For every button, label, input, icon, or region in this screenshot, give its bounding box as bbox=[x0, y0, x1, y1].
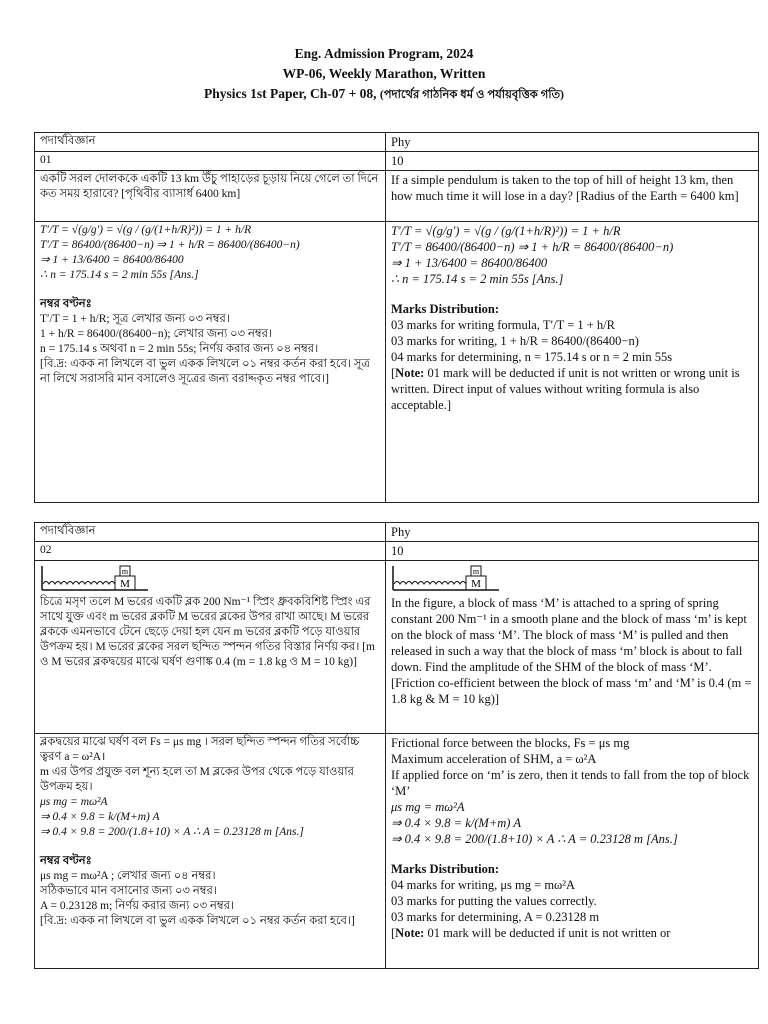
spring-block-figure bbox=[40, 564, 150, 592]
q2-question-en-cell bbox=[386, 561, 759, 734]
block-M-label: M bbox=[120, 578, 130, 590]
q1-sol-eq1: T′/T = √(g/g′) = √(g / (g/(1+h/R)²)) = 1 + h/R bbox=[40, 224, 252, 236]
q1-sol-en-eq4: ∴ n = 175.14 s = 2 min 55s [Ans.] bbox=[391, 272, 564, 286]
q2-marks-title-bn: নম্বর বণ্টনঃ bbox=[40, 855, 92, 867]
q1-question-bn: একটি সরল দোলককে একটি 13 km উঁচু পাহাড়ের চূড়ায় নিয়ে গেলে তা দিনে কত সময় হারাবে? [পৃথিবীর ব্যাসার্ধ 6400 km] bbox=[35, 171, 386, 222]
block-m-label-en: m bbox=[472, 567, 480, 576]
q2-subject-en: Phy bbox=[386, 523, 759, 542]
q2-marks-bn-1: μs mg = mω²A ; লেখার জন্য ০৪ নম্বর। bbox=[40, 870, 216, 882]
q1-marks-en-1: 03 marks for writing formula, T′/T = 1 + h/R bbox=[391, 318, 615, 332]
q2-number: 02 bbox=[35, 542, 386, 561]
block-m-label: m bbox=[121, 567, 129, 576]
q2-figure-en bbox=[391, 564, 753, 592]
q2-question-bn-cell bbox=[35, 561, 386, 734]
q1-marks-title-bn: নম্বর বণ্টনঃ bbox=[40, 298, 92, 310]
q2-sol-bn-eq3: ⇒ 0.4 × 9.8 = 200/(1.8+10) × A ∴ A = 0.23128 m [Ans.] bbox=[40, 826, 304, 838]
q1-sol-eq4: ∴ n = 175.14 s = 2 min 55s [Ans.] bbox=[40, 269, 199, 281]
q1-sol-eq3: ⇒ 1 + 13/6400 = 86400/86400 bbox=[40, 254, 184, 266]
spring-block-figure-en bbox=[391, 564, 501, 592]
q2-note-label: Note: bbox=[395, 926, 425, 940]
q2-sol-en-eq1: μs mg = mω²A bbox=[391, 800, 465, 814]
q1-marks-en-2: 03 marks for writing, 1 + h/R = 86400/(86400−n) bbox=[391, 334, 639, 348]
q1-note-label: Note: bbox=[395, 366, 425, 380]
q1-subject-bn: পদার্থবিজ্ঞান bbox=[35, 133, 386, 152]
q1-marks-bn-3: n = 175.14 s অথবা n = 2 min 55s; নির্ণয় করার জন্য ০৪ নম্বর। bbox=[40, 343, 319, 355]
q1-marks-title-en: Marks Distribution: bbox=[391, 302, 499, 316]
q1-solution-bn bbox=[35, 222, 386, 503]
paper-title-bn: (পদার্থের গাঠনিক ধর্ম ও পর্যায়বৃত্তিক গতি) bbox=[379, 89, 565, 101]
q1-marks-en-3: 04 marks for determining, n = 175.14 s or n = 2 min 55s bbox=[391, 350, 673, 364]
q1-sol-en-eq3: ⇒ 1 + 13/6400 = 86400/86400 bbox=[391, 256, 548, 270]
q1-subject-en: Phy bbox=[386, 133, 759, 152]
q1-marks-bn-2: 1 + h/R = 86400/(86400−n); লেখার জন্য ০৩ নম্বর। bbox=[40, 328, 273, 340]
q2-marks: 10 bbox=[386, 542, 759, 561]
exam-title: WP-06, Weekly Marathon, Written bbox=[282, 66, 486, 81]
q2-sol-bn-eq1: μs mg = mω²A bbox=[40, 796, 108, 808]
q1-number: 01 bbox=[35, 152, 386, 171]
program-title: Eng. Admission Program, 2024 bbox=[294, 46, 474, 61]
q2-question-bn: চিত্রে মসৃণ তলে M ভরের একটি ব্লক 200 Nm⁻¹ স্প্রিং ধ্রুবকবিশিষ্ট স্প্রিং এর সাথে যুক্ত এবং m ভরের ব্লকটি M ভরের ব্লকের উপর রাখা আছে। M ভরের ব্লককে এমনভাবে টেনে ছেড়ে দেয়া হল যেন m ভরের ব্লকটি পড়ে যাওয়ার উপক্রম হয়। M ভরের ব্লকের সরল ছন্দিত স্পন্দন গতির বিস্তার নির্ণয় কর। [m ও M ভরের ব্লকদ্বয়ের মাঝে ঘর্ষণ গুণাঙ্ক 0.4 (m = 1.8 kg ও M = 10 kg)] bbox=[40, 596, 375, 668]
q2-marks-bn-3: A = 0.23128 m; নির্ণয় করার জন্য ০৩ নম্বর। bbox=[40, 900, 235, 912]
question-1-table bbox=[34, 132, 759, 503]
q2-sol-bn-eq2: ⇒ 0.4 × 9.8 = k/(M+m) A bbox=[40, 811, 160, 823]
q1-sol-en-eq1: T′/T = √(g/g′) = √(g / (g/(1+h/R)²)) = 1 + h/R bbox=[391, 224, 621, 238]
q2-sol-en-2: Maximum acceleration of SHM, a = ω²A bbox=[391, 752, 597, 766]
q2-marks-en-1: 04 marks for writing, μs mg = mω²A bbox=[391, 878, 576, 892]
question-2-table bbox=[34, 522, 759, 969]
q2-marks-bn-2: সঠিকভাবে মান বসানোর জন্য ০৩ নম্বর। bbox=[40, 885, 217, 897]
q1-note-text: 01 mark will be deducted if unit is not written or wrong unit is written. Direct input of values without writing formula is also acceptable. bbox=[391, 366, 740, 412]
q2-sol-bn-1: ব্লকদ্বয়ের মাঝে ঘর্ষণ বল Fs = μs mg । সরল ছন্দিত স্পন্দন গতির সর্বোচ্চ ত্বরণ a = ω²A। bbox=[40, 736, 360, 763]
q1-question-en: If a simple pendulum is taken to the top of hill of height 13 km, then how much time it will lose in a day? [Radius of the Earth = 6400 km] bbox=[386, 171, 759, 222]
q2-note-text: 01 mark will be deducted if unit is not written or bbox=[427, 926, 671, 940]
document-header bbox=[0, 44, 768, 105]
q2-note-bn: [বি.দ্র: একক না লিখলে বা ভুল একক লিখলে ০১ নম্বর কর্তন করা হবে।] bbox=[40, 915, 355, 927]
paper-title-en: Physics 1st Paper, Ch-07 + 08, bbox=[203, 86, 377, 101]
q2-sol-en-1: Frictional force between the blocks, Fs = μs mg bbox=[391, 736, 630, 750]
q1-marks: 10 bbox=[386, 152, 759, 171]
q1-solution-en bbox=[386, 222, 759, 503]
q2-question-en: In the figure, a block of mass ‘M’ is attached to a spring of spring constant 200 Nm⁻¹ in a smooth plane and the block of mass ‘m’ is kept on the block of mass ‘M’. The block of mass ‘M’ is pulled and then released in such a way that the block of mass ‘m’ block is about to fall down. Find the amplitude of the SHM of the block of mass ‘M’. [Friction co-efficient between the block of mass ‘m’ and ‘M’ is 0.4 (m = 1.8 kg & M = 10 kg)] bbox=[391, 596, 752, 706]
q2-sol-en-3: If applied force on ‘m’ is zero, then it tends to fall from the top of block ‘M’ bbox=[391, 768, 750, 798]
q1-sol-eq2: T′/T = 86400/(86400−n) ⇒ 1 + h/R = 86400/(86400−n) bbox=[40, 239, 300, 251]
q1-note-en: [Note: 01 mark will be deducted if unit is not written or wrong unit is written. Direct input of values without writing formula is also acceptable.] bbox=[391, 366, 740, 412]
q2-solution-en bbox=[386, 734, 759, 969]
q2-sol-en-eq2: ⇒ 0.4 × 9.8 = k/(M+m) A bbox=[391, 816, 521, 830]
q2-sol-en-eq3: ⇒ 0.4 × 9.8 = 200/(1.8+10) × A ∴ A = 0.23128 m [Ans.] bbox=[391, 832, 678, 846]
q2-sol-bn-2: m এর উপর প্রযুক্ত বল শূন্য হলে তা M ব্লকের উপর থেকে পড়ে যাওয়ার উপক্রম হয়। bbox=[40, 766, 354, 793]
q2-subject-bn: পদার্থবিজ্ঞান bbox=[35, 523, 386, 542]
block-M-label-en: M bbox=[471, 578, 481, 590]
q1-marks-bn-1: T′/T = 1 + h/R; সূত্র লেখার জন্য ০৩ নম্বর। bbox=[40, 313, 230, 325]
paper-title bbox=[0, 84, 768, 105]
q2-marks-en-2: 03 marks for putting the values correctly. bbox=[391, 894, 597, 908]
q2-marks-en-3: 03 marks for determining, A = 0.23128 m bbox=[391, 910, 600, 924]
q1-note-bn: [বি.দ্র: একক না লিখলে বা ভুল একক লিখলে ০১ নম্বর কর্তন করা হবে। সূত্র না লিখে সরাসরি মান বসালেও সূত্রের জন্য বরাদ্দকৃত নম্বর পাবে।] bbox=[40, 358, 370, 385]
q2-marks-title-en: Marks Distribution: bbox=[391, 862, 499, 876]
q2-note-en: [Note: 01 mark will be deducted if unit is not written or bbox=[391, 926, 671, 940]
q1-sol-en-eq2: T′/T = 86400/(86400−n) ⇒ 1 + h/R = 86400/(86400−n) bbox=[391, 240, 674, 254]
q2-figure-bn bbox=[40, 564, 380, 592]
q2-solution-bn bbox=[35, 734, 386, 969]
